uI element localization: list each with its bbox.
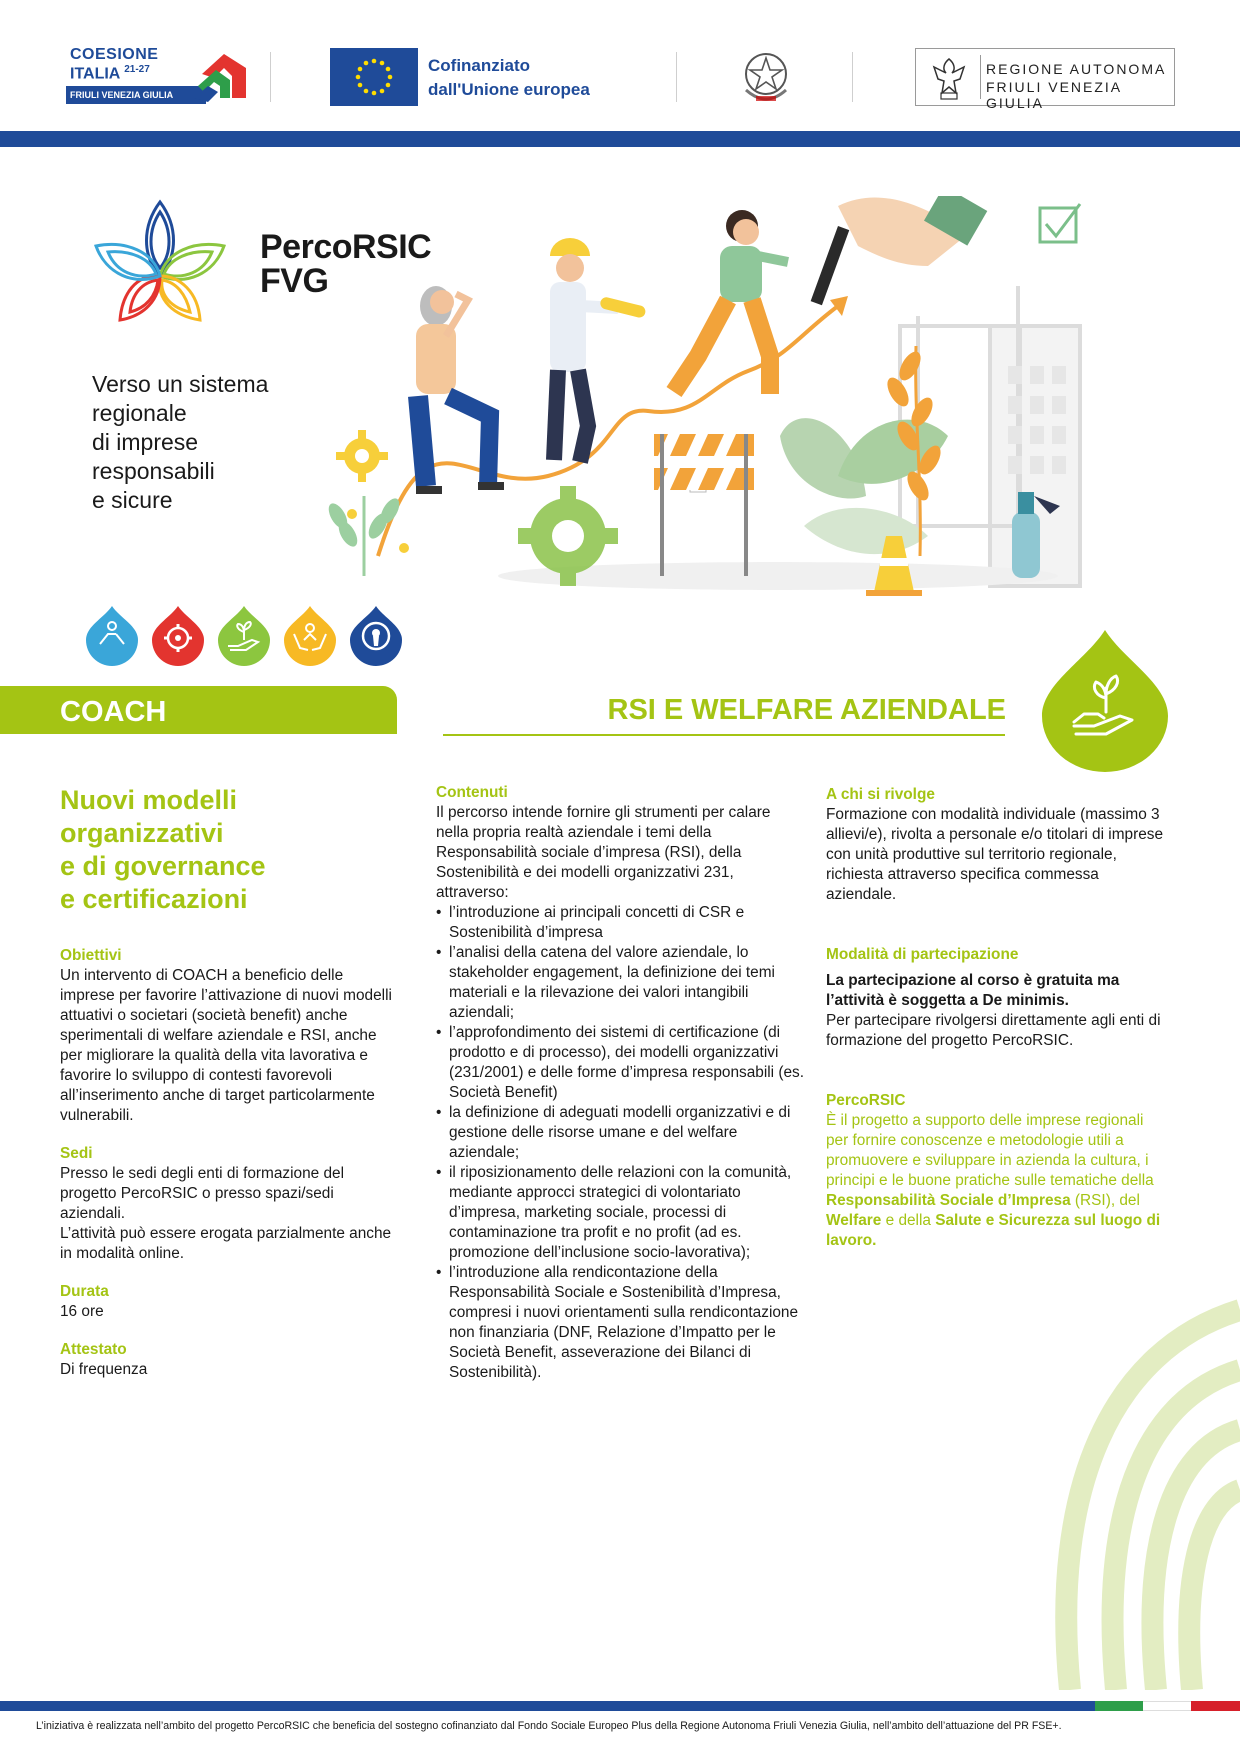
italian-emblem-icon [738, 46, 794, 108]
man-figure [550, 238, 647, 462]
fvg-eagle-icon [924, 53, 974, 103]
footer-text: L’iniziativa è realizzata nell’ambito del progetto PercoRSIC che beneficia del sostegno cofinanziato dal Fondo Sociale Europeo Plus della Regione Autonoma Friuli Venezia Giulia, nell’ambito dell’attuazione del PR FSE+. [36, 1720, 1062, 1732]
italian-flag-red [1191, 1701, 1240, 1711]
person-hands-icon [284, 606, 336, 666]
coesione-text: COESIONE [70, 46, 159, 63]
coesione-italia: ITALIA [70, 65, 120, 83]
course-title: Nuovi modelli organizzativi e di governance e certificazioni [60, 785, 266, 914]
hero-illustration [318, 196, 1108, 606]
theme-icons-row [86, 604, 408, 666]
percorsic-label: PercoRSIC [826, 1092, 906, 1109]
plant-hand-icon [218, 606, 270, 666]
decorative-arcs [1030, 1290, 1240, 1690]
coach-label: COACH [60, 696, 167, 728]
list-item: • il riposizionamento delle relazioni con la comunità, mediante approcci strategici di volontariato d’impresa, marketing sociale, processi di contaminazione tra profit e no profit (ad es. promozione dell’inclusione socio-lavorativa); [436, 1163, 806, 1263]
region-name-line1: REGIONE AUTONOMA [986, 61, 1167, 77]
coach-banner [0, 686, 397, 734]
header-separator [270, 52, 271, 102]
hand-with-pencil-icon [811, 196, 988, 305]
obiettivi-text: Un intervento di COACH a beneficio delle imprese per favorire l’attivazione di nuovi modelli attuativi o societari (società benefit) anche sperimentali di welfare aziendale e RSI, anche per migliorare la qualità della vita lavorativa e favorire lo sviluppo di contesti favorevoli all’inserimento anche di target particolarmente vulnerabili. [60, 967, 392, 1124]
contenuti-intro: Il percorso intende fornire gli strumenti per calare nella propria realtà aziendale i temi della Responsabilità sociale d’impresa (RSI), della Sostenibilità e dei modelli organizzativi 231, attraverso: [436, 804, 771, 901]
woman-figure-1 [416, 286, 504, 494]
header-separator [676, 52, 677, 102]
list-item: • la definizione di adeguati modelli organizzativi e di gestione delle risorse umane e del welfare aziendale; [436, 1103, 806, 1163]
column-left [60, 784, 400, 1398]
hands-icon [86, 606, 138, 666]
durata-text: 16 ore [60, 1303, 104, 1320]
coesione-years: 21-27 [124, 64, 150, 75]
column-middle [436, 783, 806, 1383]
fvg-divider [980, 55, 981, 99]
footer-blue-bar [0, 1701, 1240, 1711]
rivolge-label: A chi si rivolge [826, 786, 935, 803]
durata-label: Durata [60, 1283, 109, 1300]
woman-figure-2 [674, 210, 788, 394]
region-fvg-logo [915, 48, 1175, 111]
list-item: • l’introduzione ai principali concetti di CSR e Sostenibilità d’impresa [436, 903, 806, 943]
obiettivi-label: Obiettivi [60, 947, 122, 964]
header-separator [852, 52, 853, 102]
region-name-line2: FRIULI VENEZIA GIULIA [986, 79, 1122, 111]
contenuti-label: Contenuti [436, 784, 508, 801]
modalita-text: Per partecipare rivolgersi direttamente agli enti di formazione del progetto PercoRSIC. [826, 1012, 1161, 1049]
coesione-arrow-icon [194, 46, 254, 106]
sedi-label: Sedi [60, 1145, 93, 1162]
percorsic-flower-logo [90, 196, 230, 326]
plant-hand-icon [1040, 628, 1170, 772]
coesione-region-bar: FRIULI VENEZIA GIULIA [66, 86, 206, 104]
rivolge-text: Formazione con modalità individuale (massimo 3 allievi/e), rivolta a personale e/o titolari di imprese con unità produttive sul territorio regionale, richiesta attraverso specifica commessa aziendale. [826, 806, 1164, 903]
column-right [826, 785, 1166, 1269]
percorsic-description: È il progetto a supporto delle imprese regionali per fornire conoscenze e metodologie utili a promuovere e sviluppare in azienda la cultura, i principi e le buone pratiche sulle tematiche della Responsabilità Sociale d’Impresa (RSI), del Welfare e della Salute e Sicurezza sul luogo di lavoro. [826, 1112, 1161, 1249]
list-item: • l’approfondimento dei sistemi di certificazione (di prodotto e di processo), dei modelli organizzativi (231/2001) e delle forme d’impresa responsabili (es. Società Benefit) [436, 1023, 806, 1103]
tagline: Verso un sistema regionale di imprese responsabili e sicure [92, 371, 269, 513]
italian-flag-green [1095, 1701, 1143, 1711]
italian-flag-white [1143, 1701, 1191, 1711]
eu-cofinanced-text: Cofinanziato dall'Unione europea [428, 56, 590, 99]
attestato-text: Di frequenza [60, 1361, 148, 1378]
attestato-label: Attestato [60, 1341, 127, 1358]
contenuti-list [436, 903, 806, 1383]
eu-flag-icon [330, 48, 418, 106]
sedi-text: Presso le sedi degli enti di formazione del progetto PercoRSIC o presso spazi/sedi aziendali. [60, 1165, 345, 1222]
modalita-bold-text: La partecipazione al corso è gratuita ma l’attività è soggetta a De minimis. [826, 972, 1120, 1009]
sedi-text-online: L’attività può essere erogata parzialmente anche in modalità online. [60, 1225, 392, 1262]
modalita-label: Modalità di partecipazione [826, 946, 1019, 963]
list-item: • l’analisi della catena del valore aziendale, lo stakeholder engagement, la definizione dei temi materiali e la rilevazione dei valori intangibili aziendali; [436, 943, 806, 1023]
list-item: • l’introduzione alla rendicontazione della Responsabilità Sociale e Sostenibilità d’Impresa, compresi i nuovi orientamenti sulla rendicontazione non finanziaria (DNF, Relazione d’Impatto per le Società Benefit, asseverazione dei Bilanci di Sostenibilità). [436, 1263, 806, 1383]
brand-name: PercoRSIC FVG [260, 228, 432, 300]
section-title-underline [443, 734, 1005, 736]
keyhole-icon [350, 606, 402, 666]
section-title: RSI E WELFARE AZIENDALE [607, 694, 1006, 726]
barrier-icon [654, 434, 754, 576]
header-blue-bar [0, 131, 1240, 147]
gear-icon [152, 606, 204, 666]
coesione-logo [66, 44, 246, 108]
